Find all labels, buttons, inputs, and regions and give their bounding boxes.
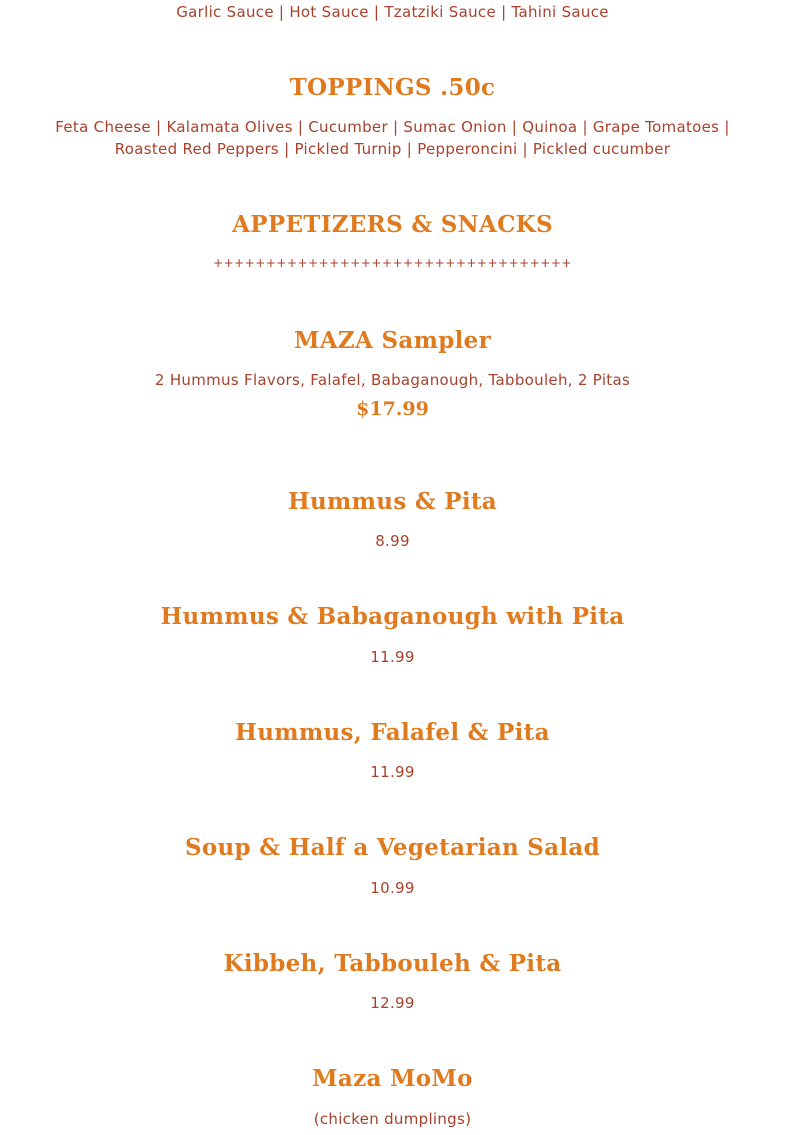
menu-item-price: 10.99 <box>370 879 415 897</box>
menu-item-price: 12.99 <box>370 994 415 1012</box>
menu-item-description: (chicken dumplings) <box>313 1110 472 1128</box>
toppings-heading: TOPPINGS .50c <box>289 74 496 101</box>
menu-item-name: MAZA Sampler <box>294 327 491 354</box>
menu-item-name: Hummus & Pita <box>287 488 498 515</box>
menu-item-description: 2 Hummus Flavors, Falafel, Babaganough, Tabbouleh, 2 Pitas <box>154 371 631 389</box>
menu-item-name: Hummus, Falafel & Pita <box>235 719 550 746</box>
menu-item-price: 8.99 <box>375 532 410 550</box>
appetizers-heading: APPETIZERS & SNACKS <box>232 211 553 238</box>
menu-item-name: Soup & Half a Vegetarian Salad <box>184 834 601 861</box>
menu-item-name: Hummus & Babaganough with Pita <box>160 603 625 630</box>
menu-item-price: 11.99 <box>370 763 415 781</box>
toppings-list-line-1: Feta Cheese | Kalamata Olives | Cucumber | Sumac Onion | Quinoa | Grape Tomatoes | <box>55 118 730 136</box>
menu-item-name: Kibbeh, Tabbouleh & Pita <box>223 950 562 977</box>
menu-item-name: Maza MoMo <box>312 1065 473 1092</box>
section-divider: ++++++++++++++++++++++++++++++++++ <box>213 256 572 270</box>
menu-item-price: 11.99 <box>370 648 415 666</box>
toppings-list-line-2: Roasted Red Peppers | Pickled Turnip | Pepperoncini | Pickled cucumber <box>114 140 671 158</box>
sauces-list: Garlic Sauce | Hot Sauce | Tzatziki Sauce | Tahini Sauce <box>176 3 609 21</box>
menu-item-price: $17.99 <box>356 398 429 420</box>
